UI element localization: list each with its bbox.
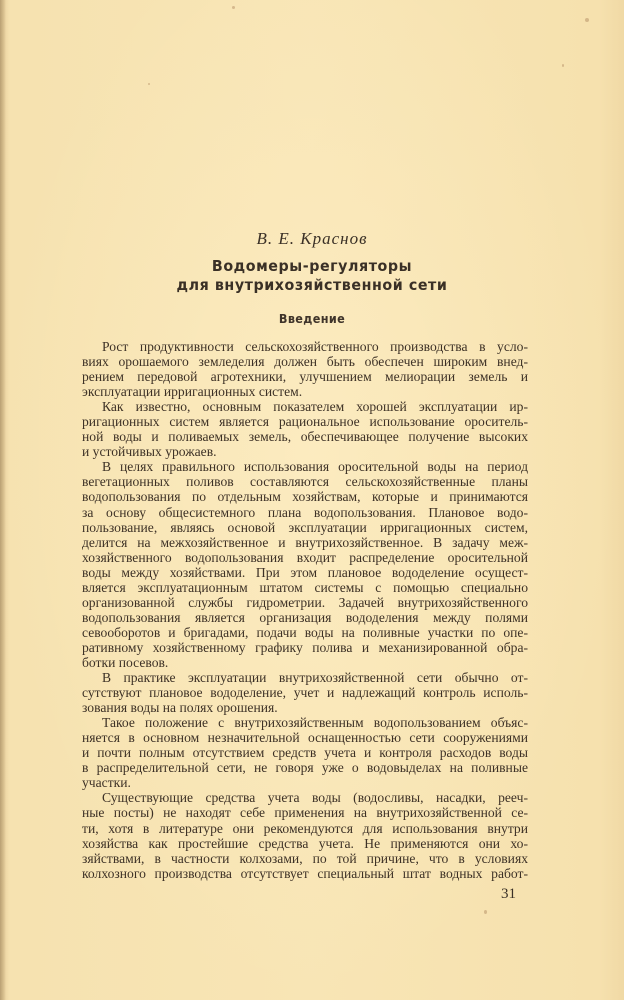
body-line: вляется эксплуатационным штатом системы с помощью специально: [82, 579, 528, 595]
body-line: организованной службы гидрометрии. Задачей внутрихозяйственного: [82, 594, 528, 610]
body-line: В целях правильного использования оросительной воды на период: [102, 459, 528, 475]
body-line: делится на межхозяйственное и внутрихозяйственное. В задачу меж-: [82, 534, 528, 550]
body-line: няется в основном незначительной оснащенностью сети сооружениями: [82, 730, 528, 746]
body-line: ботки посевов.: [82, 654, 169, 670]
body-line: Существующие средства учета воды (водосливы, насадки, рееч-: [102, 790, 528, 806]
body-line: вегетационных поливов составляются сельскохозяйственные планы: [82, 474, 528, 490]
body-line: участки.: [82, 775, 131, 791]
body-line: водопользования по отдельным хозяйствам, которые и принимаются: [82, 489, 528, 505]
body-line: севооборотов и бригадами, подачи воды на поливные участки по опе-: [82, 624, 528, 640]
body-line: ной воды и поливаемых земель, обеспечивающее получение высоких: [82, 429, 528, 445]
body-line: сутствуют плановое вододеление, учет и надлежащий контроль исполь-: [82, 685, 528, 701]
body-line: зяйствами, в частности колхозами, по той причине, что в условиях: [82, 850, 528, 866]
body-line: и устойчивых урожаев.: [82, 444, 217, 460]
body-line: за основу общесистемного плана водопользования. Плановое водо-: [82, 504, 528, 520]
page-number: 31: [501, 886, 516, 902]
article-title-line-2: для внутрихозяйственной сети: [176, 276, 448, 294]
author-name: В. Е. Краснов: [256, 229, 368, 248]
article-title-line-1: Водомеры-регуляторы: [211, 257, 413, 275]
body-line: и почти полным отсутствием средств учета и контроля расходов воды: [82, 745, 528, 761]
body-line: В практике эксплуатации внутрихозяйственной сети обычно от-: [102, 670, 528, 686]
section-heading: Введение: [278, 311, 346, 326]
body-line: Такое положение с внутрихозяйственным водопользованием объяс-: [102, 715, 528, 731]
body-line: воды между хозяйствами. При этом плановое вододеление осущест-: [82, 564, 528, 580]
paper-speck: [562, 64, 564, 67]
body-line: эксплуатации ирригационных систем.: [82, 384, 303, 400]
body-line: хозяйства как простейшие средства учета. Не применяются они хо-: [82, 835, 528, 851]
body-line: Рост продуктивности сельскохозяйственного производства в усло-: [102, 339, 528, 354]
body-line: водопользования является организация вододеления между полями: [82, 609, 528, 625]
body-line: ригационных систем является рациональное использование ороситель-: [82, 414, 528, 430]
body-line: хозяйственного водопользования входит распределение оросительной: [82, 549, 528, 565]
body-line: рением передовой агротехники, улучшением мелиорации земель и: [82, 369, 528, 385]
body-line: виях орошаемого земледелия должен быть обеспечен широким внед-: [82, 354, 528, 370]
paper-speck: [232, 6, 235, 9]
paper-speck: [484, 910, 487, 914]
body-line: ные посты) не находят себе применения на внутрихозяйственной се-: [82, 805, 528, 821]
body-line: зования воды на полях орошения.: [82, 700, 278, 716]
page-binding-edge: [0, 0, 6, 1000]
paper-speck: [148, 83, 150, 85]
body-line: колхозного производства отсутствует специальный штат водных работ-: [82, 865, 528, 881]
body-text: [82, 339, 528, 881]
body-line: в распределительной сети, не говоря уже о водовыделах на поливные: [82, 760, 528, 776]
article-title: [25, 257, 599, 295]
body-line: ти, хотя в литературе они рекомендуются для использования внутри: [82, 820, 528, 836]
paper-speck: [585, 18, 589, 22]
body-line: пользование, являясь основой эксплуатации ирригационных систем,: [82, 519, 528, 535]
body-line: ративному хозяйственному графику полива и механизированной обра-: [82, 639, 528, 655]
body-line: Как известно, основным показателем хорошей эксплуатации ир-: [102, 399, 528, 415]
